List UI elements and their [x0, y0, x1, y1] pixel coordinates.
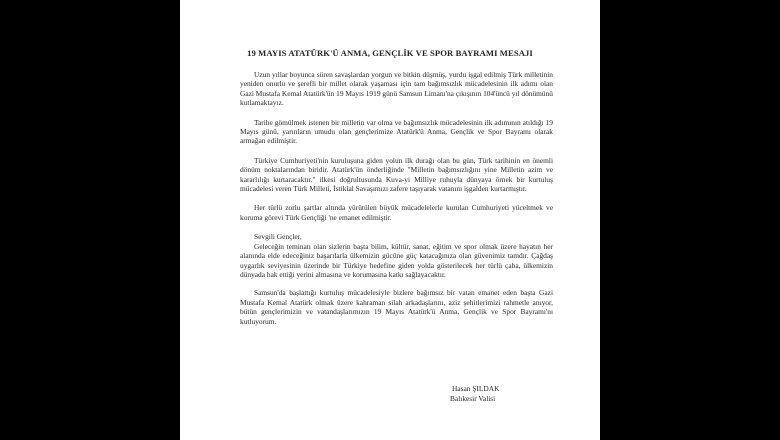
signature-block	[450, 384, 499, 404]
page-title: 19 MAYIS ATATÜRK'Ü ANMA, GENÇLİK VE SPOR BAYRAMI MESAJI	[247, 48, 533, 58]
paragraph-2: Tarihe gömülmek istenen bir milletin var olma ve bağımsızlık mücadelesinin ilk adımının atıldığı 19 Mayıs günü, yarınların umudu olan gençlerimize Atatürk'ü Anma, Gençlik ve Spor Bayramı olarak armağan edilmiştir.	[240, 117, 553, 146]
paragraph-4: Her türlü zorlu şartlar altında yürütülen büyük mücadelelerle kurulan Cumhuriyeti yüceltmek ve koruma görevi Türk Gençliği 'ne emanet edilmiştir.	[240, 203, 553, 222]
signature-name: Hasan ŞILDAK	[452, 384, 500, 393]
signature-role: Balıkesir Valisi	[450, 394, 496, 403]
message-body	[240, 70, 553, 326]
paragraph-3: Türkiye Cumhuriyeti'nin kuruluşuna giden yolun ilk durağı olan bu gün, Türk tarihinin en önemli dönüm noktalarından biridir. Atatürk'ün önderliğinde "Milletin bağımsızlığını yine Milletin azim ve kararlılığı kurtaracaktır." ilkesi doğrultusunda Kuva-yi Milliye ruhuyla dünyaya örnek bir kurtuluş mücadelesi veren Türk Milleti, İstiklal Savaşımızı zafere taşıyarak vatanını işgalden kurtarmıştır.	[240, 155, 553, 194]
greeting: Sevgili Gençler,	[254, 232, 302, 242]
youth-paragraph: Geleceğin teminatı olan sizlerin başta bilim, kültür, sanat, eğitim ve spor olmak üzere hayatın her alanında elde edeceğiniz başarılarla ülkemizin gücüne güç katacağınıza olan güvenimiz tamdır. Çağdaş uygarlık seviyesinin üzerinde bir Türkiye hedefine giden yolda gösterilecek her türlü çaba, ülkemizin dünyada hak ettiği yerini almasına ve korumasına katkı sağlayacaktır.	[240, 241, 553, 279]
paragraph-1: Uzun yıllar boyunca süren savaşlardan yorgun ve bitkin düşmüş, yurdu işgal edilmiş Türk milletinin yeniden onurlu ve şerefli bir millet olarak yaşaması için tam bağımsızlık mücadelesinin ilk adımı olan Gazi Mustafa Kemal Atatürk'ün 19 Mayıs 1919 günü Samsun Limanı'na çıkışının 104'üncü yıl dönümünü kutlamaktayız.	[240, 70, 553, 108]
document-page	[180, 0, 600, 440]
closing-paragraph: Samsun'da başlattığı kurtuluş mücadelesiyle bizlere bağımsız bir vatan emanet eden başta Gazi Mustafa Kemal Atatürk olmak üzere kahraman silah arkadaşlarını, aziz şehitlerimizi rahmetle anıyor, bütün gençlerimizin ve vatandaşlarımızın 19 Mayıs Atatürk'ü Anma, Gençlik ve Spor Bayramı'nı kutluyorum.	[240, 288, 553, 326]
